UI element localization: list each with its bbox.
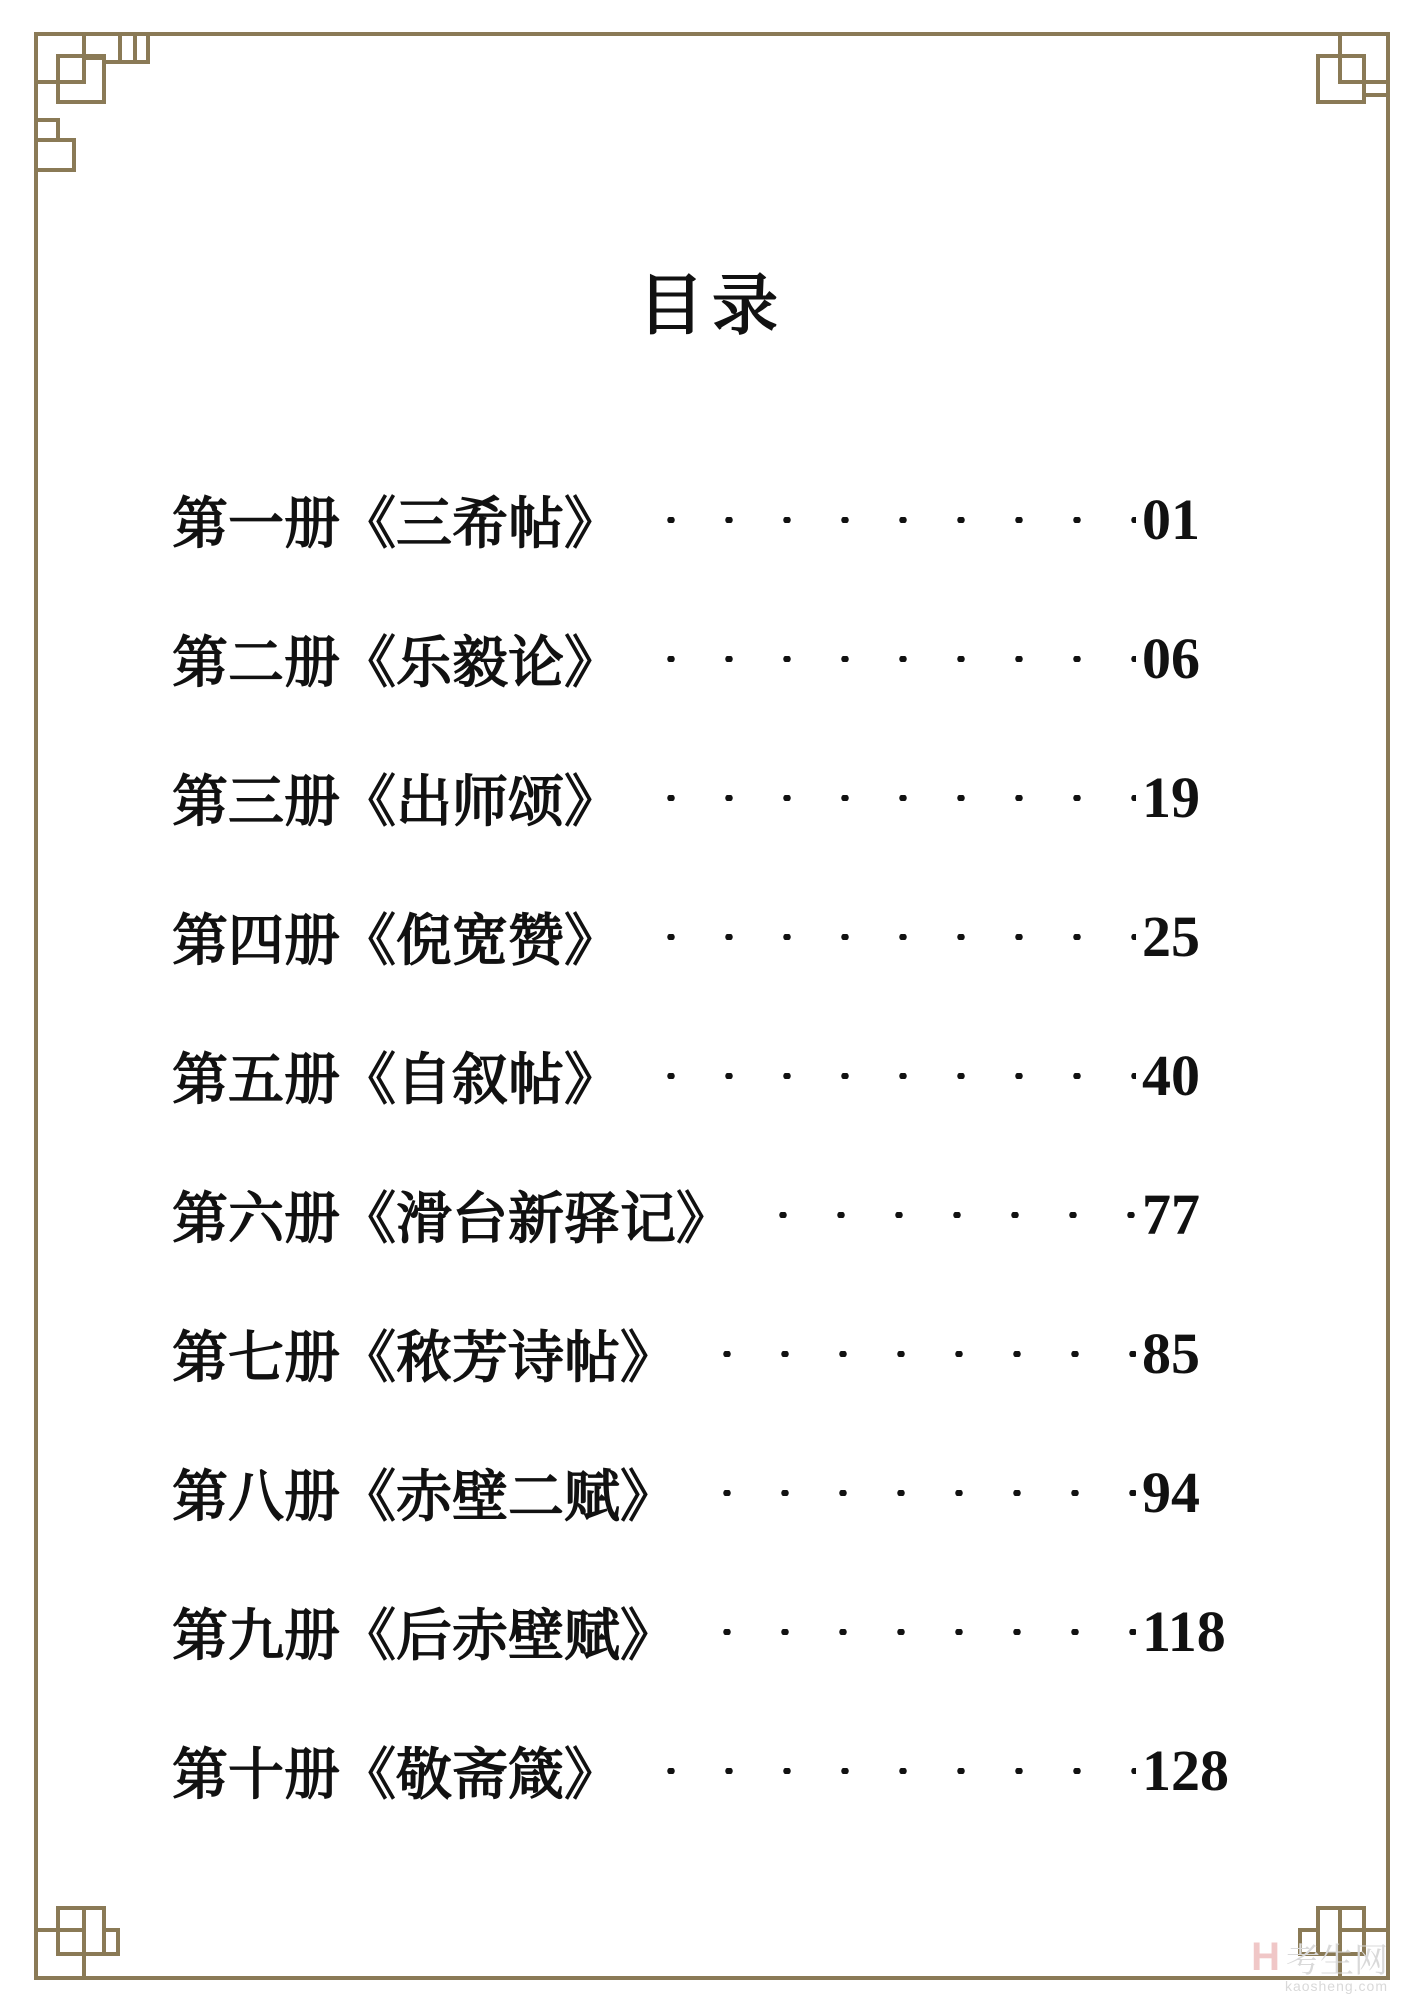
toc-entry[interactable] <box>172 1145 1252 1284</box>
toc-entry-title: 第三册《出师颂》 <box>172 768 620 835</box>
dot-leader <box>698 1629 1136 1635</box>
toc-entry-title: 第八册《赤壁二赋》 <box>172 1463 676 1530</box>
toc-entry-title: 第九册《后赤壁赋》 <box>172 1602 676 1669</box>
toc-page-number: 94 <box>1142 1460 1200 1525</box>
toc-entry[interactable] <box>172 450 1252 589</box>
toc-page-number: 118 <box>1142 1599 1226 1664</box>
toc-page-number: 85 <box>1142 1321 1200 1386</box>
corner-ornament-top-right <box>1310 34 1388 102</box>
dot-leader <box>754 1212 1136 1218</box>
toc-entry-title: 第二册《乐毅论》 <box>172 629 620 696</box>
dot-leader <box>698 1351 1136 1357</box>
table-of-contents <box>172 450 1252 1840</box>
watermark-logo-icon: H <box>1251 1935 1280 1979</box>
toc-page-number: 01 <box>1142 487 1200 552</box>
toc-entry[interactable] <box>172 1006 1252 1145</box>
toc-entry-title: 第五册《自叙帖》 <box>172 1046 620 1113</box>
toc-entry[interactable] <box>172 1284 1252 1423</box>
dot-leader <box>642 1768 1136 1774</box>
dot-leader <box>642 934 1136 940</box>
toc-page-number: 19 <box>1142 765 1200 830</box>
toc-entry[interactable] <box>172 867 1252 1006</box>
dot-leader <box>642 1073 1136 1079</box>
toc-entry[interactable] <box>172 589 1252 728</box>
toc-entry[interactable] <box>172 1423 1252 1562</box>
corner-ornament-top-left <box>36 34 165 170</box>
dot-leader <box>642 795 1136 801</box>
toc-page-number: 128 <box>1142 1738 1229 1803</box>
toc-entry-title: 第十册《敬斋箴》 <box>172 1741 620 1808</box>
watermark <box>1251 1933 1388 1994</box>
toc-entry-title: 第四册《倪宽赞》 <box>172 907 620 974</box>
toc-entry-title: 第六册《滑台新驿记》 <box>172 1185 732 1252</box>
dot-leader <box>642 656 1136 662</box>
corner-ornament-bottom-left <box>36 1905 118 1978</box>
toc-entry[interactable] <box>172 728 1252 867</box>
toc-entry-title: 第七册《秾芳诗帖》 <box>172 1324 676 1391</box>
dot-leader <box>698 1490 1136 1496</box>
toc-entry-title: 第一册《三希帖》 <box>172 490 620 557</box>
toc-entry[interactable] <box>172 1701 1252 1840</box>
watermark-url: kaosheng.com <box>1284 1978 1388 1994</box>
toc-entry[interactable] <box>172 1562 1252 1701</box>
toc-page-number: 06 <box>1142 626 1200 691</box>
dot-leader <box>642 517 1136 523</box>
toc-page-number: 25 <box>1142 904 1200 969</box>
page-title: 目录 <box>638 266 786 344</box>
toc-page-number: 40 <box>1142 1043 1200 1108</box>
watermark-text: 考生网 <box>1286 1942 1388 1980</box>
toc-page-number: 77 <box>1142 1182 1200 1247</box>
